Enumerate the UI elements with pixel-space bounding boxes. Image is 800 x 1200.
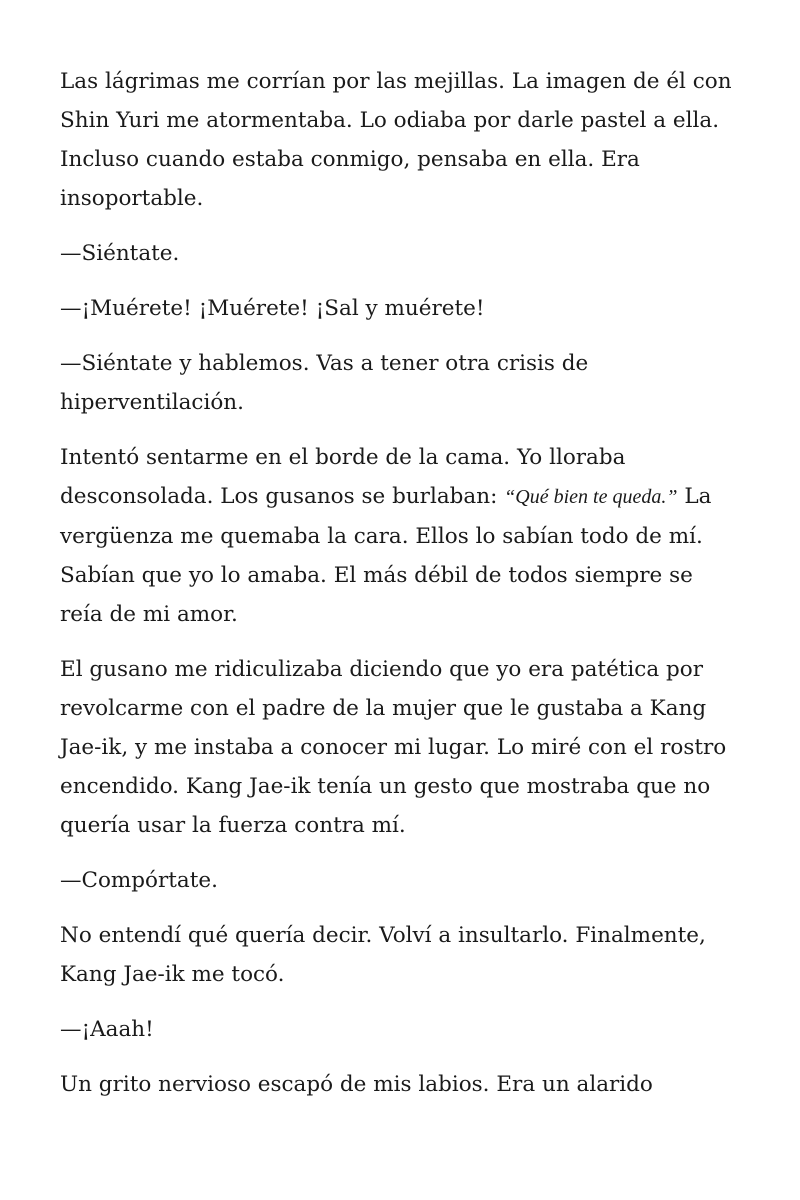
dialogue-hablemos: —Siéntate y hablemos. Vas a tener otra crisis de hiperventilación. [60,351,589,415]
dialogue-comportate: —Compórtate. [60,868,218,893]
dialogue-aaah: —¡Aaah! [60,1017,154,1042]
italic-quote: “Qué bien te queda.” [504,486,678,508]
paragraph-5-end: La vergüenza me quemaba la cara. Ellos lo sabían todo de mí. Sabían que yo lo amaba. El más débil de todos siempre se reía de mi amor. [60,484,712,627]
dialogue-sientate: —Siéntate. [60,241,180,266]
paragraph-6: El gusano me ridiculizaba diciendo que yo era patética por revolcarme con el padre de la mujer que le gustaba a Kang Jae-ik, y me instaba a conocer mi lugar. Lo miré con el rostro encendido. Kang Jae-ik tenía un gesto que mostraba que no quería usar la fuerza contra mí. [60,657,727,838]
paragraph-10: Un grito nervioso escapó de mis labios. Era un alarido [60,1072,653,1097]
paragraph-5 [60,438,740,634]
paragraph-5-start: Intentó sentarme en el borde de la cama. Yo lloraba desconsolada. Los gusanos se burlaban: [60,445,626,509]
paragraph-8: No entendí qué quería decir. Volví a insultarlo. Finalmente, Kang Jae-ik me tocó. [60,923,706,987]
paragraph-1: Las lágrimas me corrían por las mejillas. La imagen de él con Shin Yuri me atormentaba. Lo odiaba por darle pastel a ella. Incluso cuando estaba conmigo, pensaba en ella. Era insoportable. [60,69,732,211]
dialogue-muerete: —¡Muérete! ¡Muérete! ¡Sal y muérete! [60,296,485,321]
document-page [60,62,740,1120]
